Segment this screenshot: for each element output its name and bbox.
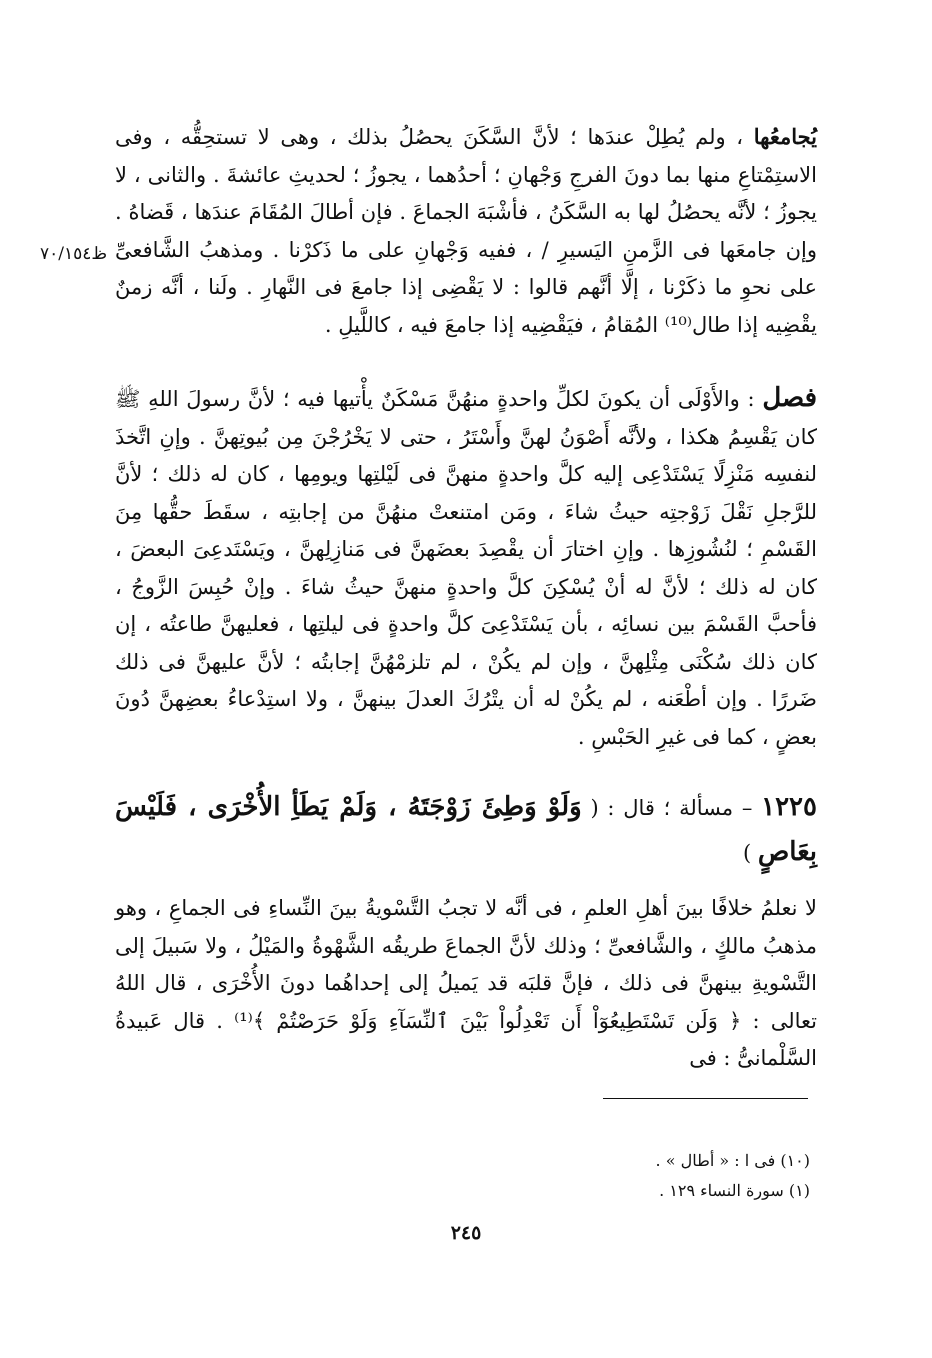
masala-close: ) xyxy=(742,841,758,865)
margin-manuscript-note: ظ٧٠/١٥٤ xyxy=(40,244,108,264)
footnote-1: (١) سورة النساء ١٢٩ . xyxy=(659,1181,810,1200)
paragraph-4 xyxy=(115,890,817,1078)
masala-dash: – xyxy=(733,796,762,820)
masala-number: ١٢٢٥ xyxy=(761,792,817,822)
section-heading-fasl: فصل xyxy=(762,383,817,413)
footnote-10: (١٠) فى ا : « أطال » . xyxy=(655,1151,810,1170)
footnote-divider xyxy=(603,1098,808,1099)
paragraph-fasl xyxy=(115,380,817,756)
masala-heading xyxy=(115,785,817,875)
paragraph-fasl-text: : والأَوْلَى أن يكونَ لكلِّ واحدةٍ منهُنَّ مَسْكَنٌ يأْتيها فيه ؛ لأنَّ رسولَ اللهِ ﷺ كان يَقْسِمُ هكذا ، ولأنَّه أَصْوَنُ لهنَّ وأَسْتَرُ ، حتى لا يَخْرُجْنَ مِن بُيوتِهنَّ . وإنِ اتَّخذَ لنفسِه مَنْزِلًا يَسْتَدْعِى إليه كلَّ واحدةٍ منهنَّ فى لَيْلتِها ويومِها ، كان له ذلك ؛ لأنَّ للرَّجلِ نَقْلَ زَوْجتِه حيثُ شاءَ ، ومَن امتنعتْ منهُنَّ من إجابتِه ، سقَطَ حقُّها مِنَ القَسْمِ ؛ لنُشُوزِها . وإنِ اختارَ أن يقْصِدَ بعضَهنَّ فى مَنازِلِهنَّ ، ويَسْتَدعِىَ البعضَ ، كان له ذلك ؛ لأنَّ له أنْ يُسْكِنَ كلَّ واحدةٍ منهنَّ حيثُ شاءَ . وإنْ حُبِسَ الزَّوجُ ، فأحبَّ القَسْمَ بين نسائِه ، بأن يَسْتَدْعِىَ كلَّ واحدةٍ فى ليلتِها ، فعليهنَّ طاعتُه ، إن كان ذلك سُكْنَى مِثْلِهنَّ ، وإن لم يكُنْ ، لم تلزمْهُنَّ إجابتُه ؛ لأنَّ عليهنَّ فى ذلك ضَررًا . وإن أطْعَنه ، لم يكُنْ له أن يتْرُكَ العدلَ بينهنَّ ، ولا استِدْعاءُ بعضِهنَّ دُونَ بعضٍ ، كما فى غيرِ الحَبْسِ . xyxy=(115,387,818,749)
masala-quote: وَلَوْ وَطِئَ زَوْجَتَهُ ، وَلَمْ يَطَأِ الأُخْرَى ، فَلَيْسَ بِعَاصٍ xyxy=(115,792,817,867)
paragraph-1-text: ، ولم يُطِلْ عندَها ؛ لأنَّ السَّكَنَ يحصُلُ بذلك ، وهى لا تستحِقُّه ، وفى الاستِمْتاعِ منها بما دونَ الفرجِ وَجْهانِ ؛ أحدُهما ، يجوزُ ؛ لحديثِ عائشةَ . والثانى ، لا يجوزُ ؛ لأنَّه يحصُلُ لها به السَّكَنُ ، فأشْبَهَ الجماعَ . فإن أطالَ المُقَامَ عندَها ، قَضاهُ . وإن جامعَها فى الزَّمنِ اليَسيرِ / ، ففيه وَجْهانِ على ما ذَكرْنا . ومذهبُ الشَّافعىِّ على نحوِ ما ذكَرْنا ، إلَّا أنَّهم قالوا : لا يَقْضِى إذا جامعَ فى النَّهارِ . ولَنا ، أنَّه زمنٌ يقْضِيه إذا طال⁽¹⁰⁾ المُقامُ ، فيَقْضِيه إذا جامعَ فيه ، كاللَّيلِ . xyxy=(115,125,817,337)
page-number: ٢٤٥ xyxy=(450,1222,482,1244)
paragraph-1-lead: يُجامعُها xyxy=(753,124,817,149)
masala-intro: مسألة ؛ قال : ( xyxy=(581,796,734,820)
paragraph-4-text: لا نعلمُ خلافًا بينَ أهلِ العلمِ ، فى أنَّه لا تجبُ التَّسْويةُ بينَ النِّساءِ فى الجماعِ ، وهو مذهبُ مالكٍ ، والشَّافعىِّ ؛ وذلك لأنَّ الجماعَ طريقُه الشَّهْوةُ والمَيْلُ ، ولا سَبيلَ إلى التَّسْويةِ بينهنَّ فى ذلك ، فإنَّ قلبَه قد يَميلُ إلى إحداهُما دونَ الأُخْرَى ، قال اللهُ تعالى : ﴿ وَلَن تَسْتَطِيعُوٓاْ أَن تَعْدِلُواْ بَيْنَ ٱلنِّسَآءِ وَلَوْ حَرَصْتُمْ ﴾⁽¹⁾ . قال عَبيدةُ السَّلْمانىُّ : فى xyxy=(115,896,817,1070)
paragraph-1 xyxy=(115,118,817,344)
